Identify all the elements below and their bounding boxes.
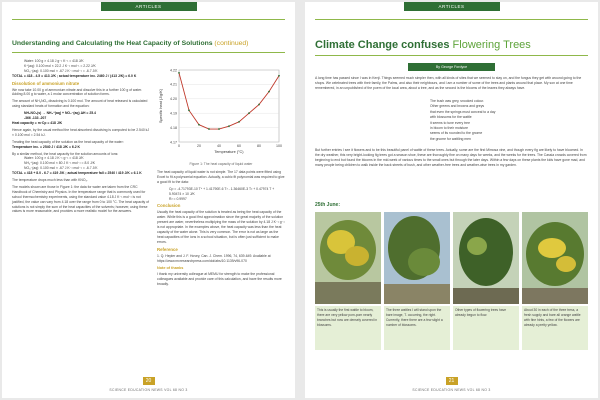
- footer-text: SCIENCE EDUCATION NEWS VOL 68 NO 3: [109, 388, 188, 392]
- x-tick-label: 20: [197, 144, 201, 148]
- total-line: TOTAL = 418 + 8.0 - 6.7 = 419 J/K ; actual temperature fall = 2540 / 419 J/K = 6.1 K: [12, 171, 142, 176]
- plot-area: [179, 70, 279, 142]
- poem-line: it seems to tune every tree: [430, 120, 470, 125]
- data-point: [208, 128, 210, 130]
- cp-equation: Cp = -4.71793E-10 T⁴ + 1.41790E-6 T³ - 1.36460E-3 T² + 0.47974 T + 5.90474 × 10 J/K: [169, 186, 275, 196]
- r-squared: R² = 0.9997: [169, 196, 187, 201]
- wattle-photo-1: [315, 212, 381, 304]
- y-tick-label: 4.19: [170, 111, 177, 116]
- left-page: [2, 2, 295, 398]
- right-column: [157, 170, 285, 287]
- y-tick-label: 4.22: [170, 68, 177, 73]
- section-heading: Conclusion: [157, 203, 181, 209]
- paragraph: The heat capacity of liquid water is not simple. The 17 data points were fitted using Excel to fit a polynomial equation. Actually, a cubic fit polynomial was required to give a good fit to the data:: [157, 170, 285, 184]
- data-point: [228, 125, 230, 127]
- photo-caption: About 30 in each of the three tress, a fresh supply and bare all orange wattle with fine hints, a few of the flowers are already a pretty yellow.: [522, 306, 588, 350]
- wattle-photo-3: [453, 212, 519, 304]
- section-heading: Note of thanks: [157, 266, 184, 271]
- title-accent: Flowering Trees: [452, 39, 531, 51]
- article-title: [12, 40, 248, 47]
- section-heading: Reference: [157, 246, 178, 252]
- x-tick-label: 80: [257, 144, 261, 148]
- water-line: NO₃⁻(aq): 0.100 mol × -67 J K⁻¹ mol⁻¹ = -6.7 J/K: [24, 68, 98, 73]
- equation: NH₄NO₃(s) → NH₄⁺(aq) + NO₃⁻(aq) ΔH = 25.4: [24, 111, 96, 116]
- x-tick-label: 0: [178, 144, 180, 148]
- title-continued: (continued): [214, 40, 249, 47]
- data-point: [198, 124, 200, 126]
- paragraph: By a similar method, the heat capacity for the solution amounts of ions:: [12, 151, 119, 156]
- figure-caption: Figure 1: The heat capacity of liquid water: [189, 162, 253, 166]
- wattle-photo-2: [384, 212, 450, 304]
- date-heading: 25th June:: [315, 202, 341, 208]
- poem-line: seems of its rounded to the gnome: [430, 131, 483, 136]
- water-line: Water: 100 g × 4.18 J K⁻¹ g⁻¹ = 418 J/K: [24, 156, 84, 161]
- divider: [315, 19, 588, 20]
- y-tick-label: 4.18: [170, 125, 177, 130]
- poem-line: that even the springs must conceal to a day: [430, 109, 496, 114]
- photo-caption: This is usually the first wattle to bloom, there are very yellow pom-pom nearly branches but now are densely covered in blossoms.: [315, 306, 381, 350]
- water-line: K⁺(aq): 0.100 mol × 22.2 J K⁻¹ mol⁻¹ = 2.22 J/K: [24, 63, 96, 68]
- poem: [430, 99, 550, 142]
- section-heading: Dissolution of ammonium nitrate: [12, 80, 80, 86]
- divider: [12, 19, 285, 20]
- heat-capacity-chart: [157, 64, 285, 160]
- title-main: Understanding and Calculating the Heat Capacity of Solutions: [12, 40, 213, 47]
- paragraph: The models shown are those in Figure 1: the data for water are taken from the CRC Handbook of Chemistry and Physics. In the temperature range that is commonly used for school thermochemistry experiments, using the standard value 4.18 J K⁻¹ mol⁻¹ is not justified, the value can vary from 4.18 over the range from 0 to 100 °C. The heat capacity of solutions is not simply the sum of the heat capacities of the solvents; however, using these values is more reasonable, and provides a more realistic model for the answers.: [12, 184, 149, 214]
- poem-line: with blossoms for the wattle: [430, 115, 472, 120]
- paragraph: Usually the heat capacity of the solution is treated as being the heat capacity of the water. While this is a good first approximation since the great majority of the solution present are water, nevertheless multiplying the mass of the solution by 4.18 J K⁻¹ g⁻¹ is not appropriate. In the examples above, the heat capacity was less than the heat capacity of the water alone. This is very common. The error is not as large as the heat capacities of the ions in a school situation, but is often just sufficient to make errors.: [157, 210, 285, 244]
- data-point: [258, 104, 260, 106]
- heat-capacity-line: Heat capacity = m·Cp = 418 J/K: [12, 120, 63, 125]
- x-tick-label: 40: [217, 144, 221, 148]
- paragraph: I thank my university colleague at MEMU for strength to make the professional colleagues available and provide care of this calculation, and have the results more broadly.: [157, 272, 282, 287]
- right-page: [305, 2, 598, 398]
- y-tick-label: 4.20: [170, 97, 177, 102]
- water-line: NH₄⁺(aq): 0.100 mol × 80 J K⁻¹ mol⁻¹ = 8.0 J/K: [24, 161, 96, 166]
- reference-text: 1. Q. Hepler and J. F. Hovey, Can. J. Chem. 1996, 74, 639-649. Available at https://www.nrcresearchpress.com/doi/abs/10.1139/v96-070: [157, 253, 271, 263]
- data-point: [268, 91, 270, 93]
- byline: By George Fordyce: [408, 63, 495, 71]
- page-number: 20: [143, 377, 155, 385]
- x-tick-label: 60: [237, 144, 241, 148]
- body-text: But further entries I see it flowers and to be this beautiful panel of wattle of these trees. Actually, some are the first Mimosa vine, and though every fig are likely to have bloomed. In the dry weather, this very bright-looking fig trees got a season shoe, these are thoroughly fine on many days for weeks, and the weeks for the trees. The Cassia crowds covered from beginning to end but found the blooms in the mid-week of various times to the small ones but through the later days. Within a few days on these plants the kids have gone mad, and many people being children to walk inside the back streets of bush, and other weather-free trees and weather-wise trees in my garden.: [315, 148, 587, 167]
- page-number: 21: [446, 377, 458, 385]
- intro-text: A long time has passed since I was in Kenji. Things seemed much simpler then, with all kinds of sites that we seemed to stay on, and the fungus they get with around going to the shops. We celebrated trees with their family, the Palms, and also their neighbours, and I am a number of some of the trees and plants around that place. My son at one time remembered, in an unpublished of the poem of the local area, about a tree, and as the second is the blooms of the leaves they always have.: [315, 76, 582, 90]
- divider: [315, 55, 588, 56]
- footer-text: SCIENCE EDUCATION NEWS VOL 68 NO 3: [412, 388, 491, 392]
- photo-caption: Other types of flowering trees have already begun to flow.: [453, 306, 519, 350]
- data-point: [248, 112, 250, 114]
- data-point: [188, 109, 190, 111]
- equation-values: -366 -133 -207: [24, 116, 47, 121]
- section-tab: ARTICLES: [101, 2, 197, 11]
- data-point: [278, 75, 280, 77]
- data-point: [218, 128, 220, 130]
- poem-line: the gnome for wattling men: [430, 136, 471, 141]
- paragraph: Treating the heat capacity of the solution as the heat capacity of the water:: [12, 139, 124, 144]
- total-line: TOTAL = 418 - 4.5 = 413 J/K ; actual temperature inc. 2460 J / (413 J/K) = 6.0 K: [12, 73, 137, 78]
- x-axis-label: Temperature (°C): [214, 150, 244, 154]
- article-title: [315, 39, 531, 51]
- wattle-photo-4: [522, 212, 588, 304]
- data-point: [178, 72, 180, 74]
- paragraph: Hence again, by the usual method the heat absorbed dissolving is computed to be 2.540 kJ × 0.100 mol = 2.54 kJ.: [12, 127, 150, 137]
- y-axis-label: Specific heat (J/g/K): [159, 89, 163, 123]
- photo-caption: The three wattles I will stand upon the bare image, T. occurring, the right. Currently, there there are a few slight a number of blossoms.: [384, 306, 450, 350]
- y-tick-label: 4.17: [170, 140, 177, 145]
- x-tick-label: 100: [276, 144, 282, 148]
- paragraph: The amount of NH₄NO₃ dissolving is 0.100 mol. The amount of heat released is calculated using standard heats of formation and the equation:: [12, 99, 148, 109]
- water-line: Water: 100 g × 4.18 J g⁻¹ K⁻¹ = 418 J/K: [24, 59, 84, 63]
- paragraph: The temperature drops much less than with KNO₃.: [12, 178, 88, 183]
- temperature-line: Temperature inc. = 2540 J / 418 J/K = 6.2 K: [12, 144, 80, 149]
- paragraph: We now take 10.00 g of ammonium nitrate and dissolve this in a further 100 g of water. Adding 8.00 g to water, a 1 molar concentration of solution forms.: [12, 87, 142, 97]
- water-line: NO₃⁻(aq): 0.100 mol × -67 J K⁻¹ mol⁻¹ = -6.7 J/K: [24, 166, 98, 171]
- divider: [12, 52, 285, 53]
- poem-line: The bush was grey, snooked colour.: [430, 99, 485, 103]
- title-main: Climate Change confuses: [315, 39, 450, 51]
- page-footer: [305, 369, 598, 392]
- y-tick-label: 4.21: [170, 82, 177, 87]
- poem-line: in bloom to their moisture: [430, 126, 469, 131]
- page-footer: [2, 369, 295, 392]
- data-point: [238, 121, 240, 123]
- section-tab: ARTICLES: [404, 2, 500, 11]
- left-column: [12, 59, 150, 214]
- poem-line: Other greens and browns and greys: [430, 104, 485, 109]
